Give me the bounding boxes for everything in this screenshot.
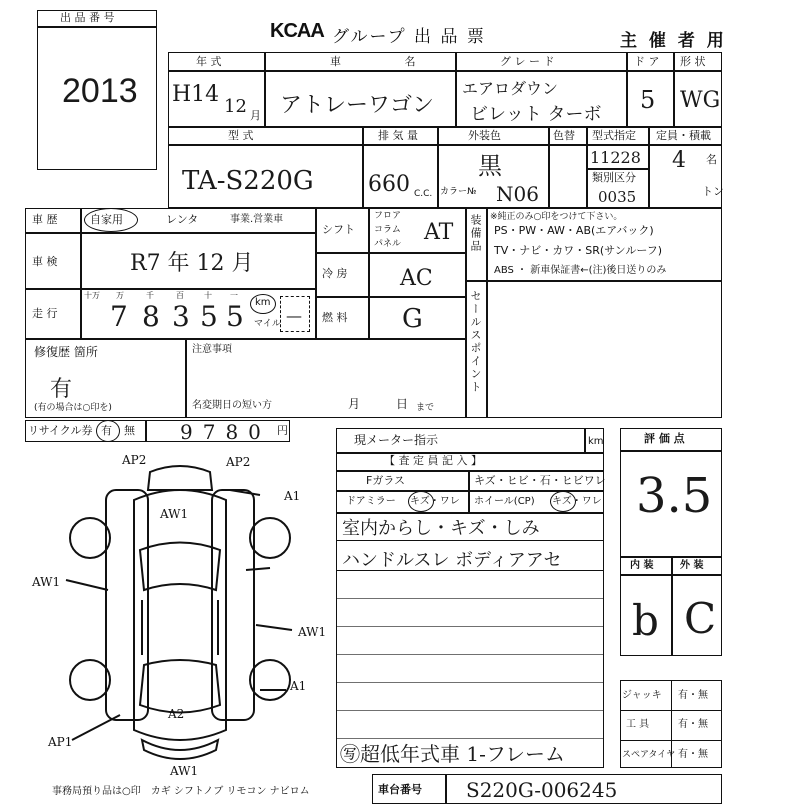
model-label: 型 式 [228,129,254,142]
aircon-value: AC [400,266,433,291]
mileage-km-unit: km [255,297,271,308]
wheel-rear-left [70,660,110,700]
car-name-value: アトレーワゴン [280,93,435,118]
grade-value-2: ビレット ターボ [470,104,602,125]
history-opt-private[interactable]: 自家用 [90,213,123,226]
mileage-digit-1: 7 [110,300,128,333]
year-value: H14 [172,82,220,107]
car-top-roof [148,466,212,490]
role-label: 主 催 者 用 [620,31,727,51]
equipment-note: ※純正のみ○印をつけて下さい。 [490,212,623,222]
tool-options: 有・無 [678,719,708,730]
diagram-mark-a2-rear: A2 [168,707,185,721]
short-rename-label: 名変期日の短い方 [192,400,272,411]
diagram-mark-aw1-right: AW1 [298,625,327,639]
rename-day-unit: 日 [396,397,409,411]
year-month-unit: 月 [250,109,261,122]
interior-label: 内 装 [630,560,654,571]
color-code-value: N06 [496,182,539,206]
wheel-front-right [250,518,290,558]
mirror-scratch-circle [408,491,434,512]
mileage-unit-100: 百 [176,291,184,300]
wheel-options: キズ・ワレ [552,496,602,507]
history-selected-circle [84,208,138,232]
note-line-2: ハンドルスレ ボディアアセ [342,550,562,571]
exterior-value: C [684,594,717,643]
cc-unit: C.C. [414,189,433,199]
mileage-unit-10k: 万 [116,291,124,300]
glass-options: キズ・ヒビ・石・ヒビワレ [474,474,606,487]
inspector-header: 【 査 定 員 記 入 】 [384,454,482,467]
diagram-mark-aw1-roof: AW1 [160,507,189,521]
displacement-value: 660 [368,172,410,197]
capacity-value: 4 [672,148,686,173]
diagram-mark-aw1-bottom: AW1 [170,764,199,778]
caution-label: 注意事項 [192,344,232,355]
body-value: WG [680,88,721,113]
mileage-tail-value: — [286,306,302,325]
interior-value: b [632,596,659,645]
wheel-front-left [70,518,110,558]
wheel-rear-right [250,660,290,700]
grade-label: グ レ ー ド [500,55,555,68]
model-designation-label: 型式指定 [592,129,636,142]
inspection-value: R7 年 12 月 [130,251,254,276]
diagram-mark-aw1-left: AW1 [32,575,61,589]
color-value: 黒 [478,152,502,180]
equipment-row-1: PS・PW・AW・AB(エアバック) [494,224,654,237]
sale-points-label: セールスポイント [469,290,482,394]
mileage-unit-1: 一 [230,291,238,300]
fuel-label: 燃 料 [322,311,348,324]
car-rear [142,740,218,759]
shift-column-label: コラム [374,225,401,235]
chassis-label: 車台番号 [378,783,422,796]
rename-month-unit: 月 [348,397,361,411]
jack-options: 有・無 [678,690,708,701]
shift-floor-label: フロア [374,211,402,221]
recycle-amount: 9780 [180,420,271,444]
mileage-digit-2: 8 [142,300,160,333]
shift-label: シフト [322,223,355,236]
exterior-label: 外 装 [680,560,704,571]
diagram-mark-a1-right-front: A1 [284,489,301,503]
category-value: 0035 [598,188,637,206]
aircon-label: 冷 房 [322,267,348,280]
repair-note: (有の場合は○印を) [34,403,112,413]
diagram-mark-a1-right-rear: A1 [290,679,307,693]
score-value: 3.5 [636,468,713,524]
footer-note: 事務局預り品は○印 カギ シフトノブ リモコン ナビロム [52,786,310,797]
page-title: グループ 出 品 票 [332,27,486,47]
jack-label: ジャッキ [622,690,662,701]
history-opt-business[interactable]: 事業.営業車 [230,214,284,225]
recycle-yes[interactable]: 有 [101,424,112,437]
model-no-value: 11228 [590,148,641,167]
meter-label: 現メーター指示 [354,433,439,447]
rename-until: まで [416,403,435,413]
car-damage-diagram [30,450,330,780]
ton-unit: トン [702,185,724,198]
mileage-label: 走 行 [32,307,58,320]
spare-options: 有・無 [678,749,708,760]
equipment-row-2: TV・ナビ・カワ・SR(サンルーフ) [494,244,663,257]
repair-history-label: 修復歴 箇所 [34,345,98,359]
diagram-mark-ap2-right: AP2 [226,455,251,469]
mileage-unit-10: 十 [204,291,212,300]
note-line-1: 室内からし・キズ・しみ [342,518,540,539]
recycle-label: リサイクル券 [28,424,93,437]
mileage-digit-5: 5 [226,300,244,333]
equipment-row-3: ABS ・ 新車保証書←(注)後日送りのみ [494,265,667,276]
displacement-label: 排 気 量 [378,129,418,142]
history-opt-rental[interactable]: レンタ [166,213,199,226]
grade-value-1: エアロダウン [462,79,559,98]
glass-label: Fガラス [366,474,405,487]
special-note: ㊢超低年式車 1-フレーム [340,742,566,766]
mirror-options: キズ・ワレ [410,496,460,507]
recycle-no[interactable]: 無 [124,424,135,437]
year-label: 年 式 [196,55,222,68]
diagram-mark-ap1-left: AP1 [48,735,73,749]
model-value: TA-S220G [182,166,314,196]
category-label: 類別区分 [592,171,636,184]
spare-label: スペアタイヤ [622,750,676,760]
doors-value: 5 [640,86,656,114]
history-label: 車 歴 [32,213,58,226]
color-change-label: 色替 [553,129,575,142]
year-month-value: 12 [224,96,247,117]
wheel-scratch-circle [550,491,576,512]
mileage-digit-3: 3 [172,300,190,333]
lot-number: 2013 [62,72,138,110]
mileage-digit-4: 5 [200,300,218,333]
mileage-unit-100k: 十万 [84,291,100,300]
equipment-label: 装備品 [469,214,482,253]
repair-value: 有 [50,377,73,402]
diagram-mark-ap2-left: AP2 [122,453,147,467]
meter-km-unit: km [588,436,604,447]
color-label: 外装色 [468,129,501,142]
brand-logo: KCAA [270,20,324,42]
tool-label: 工 具 [626,719,650,730]
mileage-unit-1k: 千 [146,291,154,300]
lot-label: 出 品 番 号 [60,11,115,24]
score-label: 評 価 点 [644,432,685,445]
inspection-label: 車 検 [32,255,58,268]
mileage-mile-unit: マイル [254,319,281,329]
body-type-label: 形 状 [680,55,706,68]
mirror-label: ドアミラー [346,496,396,507]
color-code-label: カラー№ [440,187,477,197]
recycle-yen: 円 [277,424,288,437]
shift-panel-label: パネル [374,239,402,249]
doors-label: ド ア [634,55,660,68]
chassis-value: S220G-006245 [466,778,618,802]
capacity-unit: 名 [706,153,717,166]
capacity-label: 定員・積載 [656,129,711,142]
shift-value: AT [424,220,454,245]
wheel-label: ホイール(CP) [474,496,535,507]
car-name-label: 車 名 [330,55,446,68]
fuel-value: G [402,304,423,334]
